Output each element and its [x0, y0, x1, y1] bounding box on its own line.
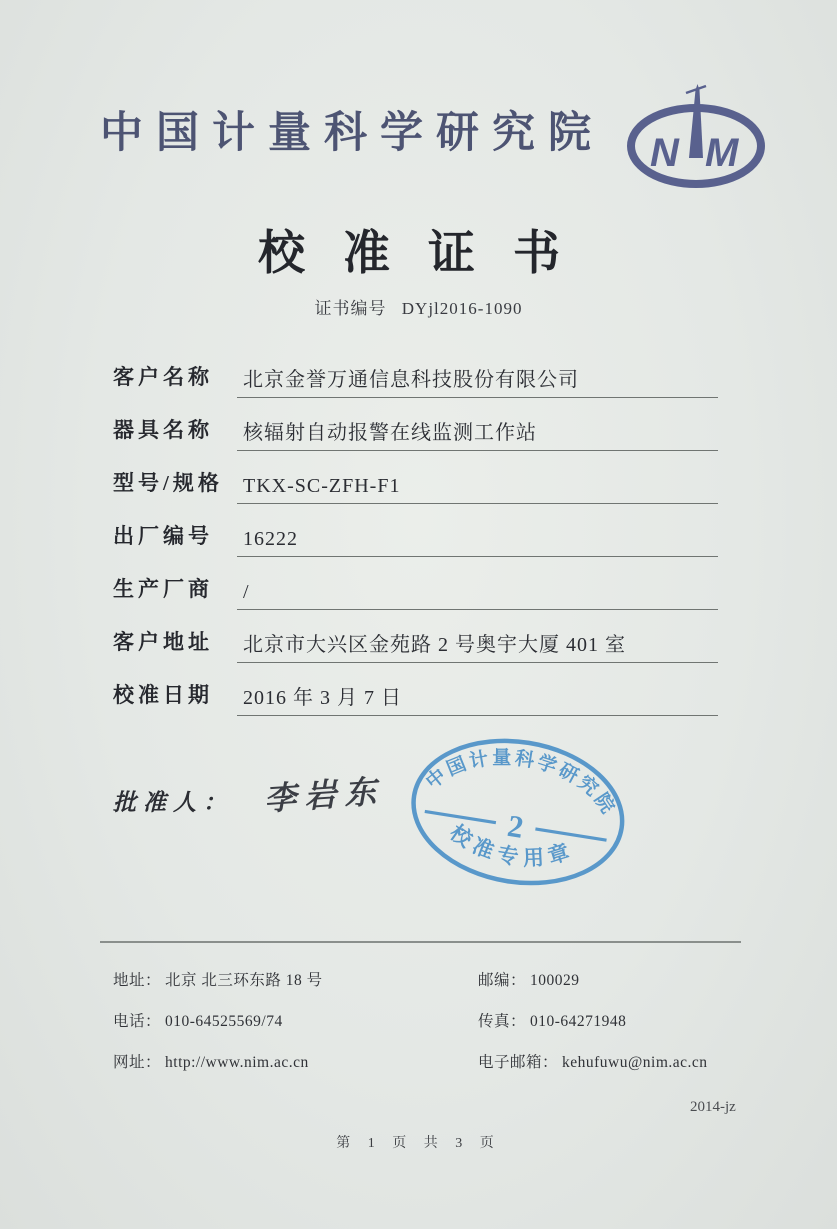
certificate-title: 校准证书: [258, 228, 598, 280]
field-label: 出厂编号: [113, 524, 213, 548]
approver-label: 批准人：: [113, 790, 233, 815]
footer-contact-info: [113, 968, 738, 1091]
footer-email-value: kehufuwu@nim.ac.cn: [562, 1054, 708, 1071]
footer-address-label: 地址：: [113, 972, 162, 989]
footer-phone-value: 010-64525569/74: [165, 1013, 283, 1030]
footer-phone-label: 电话：: [113, 1013, 162, 1030]
form-code: 2014-jz: [690, 1099, 736, 1115]
footer-website-label: 网址：: [113, 1054, 162, 1071]
field-value: 北京金誉万通信息科技股份有限公司: [237, 363, 718, 398]
field-label: 器具名称: [113, 418, 213, 442]
footer-postcode-label: 邮编：: [478, 972, 527, 989]
footer-postcode: [478, 968, 738, 1009]
stamp-top-text: 中国计量科学研究院: [422, 747, 620, 820]
field-row-customer-name: [113, 345, 718, 398]
footer-website-value: http://www.nim.ac.cn: [165, 1054, 309, 1071]
logo-letter-n: N: [650, 131, 679, 175]
field-label: 生产厂商: [113, 577, 213, 601]
footer-address: [113, 968, 478, 1009]
field-label: 型号/规格: [113, 471, 223, 495]
footer-fax-value: 010-64271948: [530, 1013, 627, 1030]
footer-fax-label: 传真：: [478, 1013, 527, 1030]
certificate-fields: [113, 345, 718, 716]
field-row-model-spec: [113, 451, 718, 504]
spire-shape: [689, 84, 703, 158]
footer-website: [113, 1050, 478, 1091]
footer-email: [478, 1050, 738, 1091]
footer-divider: [100, 941, 741, 943]
field-value: 核辐射自动报警在线监测工作站: [237, 416, 718, 451]
official-stamp: [392, 710, 643, 912]
field-label: 客户地址: [113, 630, 213, 654]
logo-letter-m: M: [705, 131, 739, 175]
organization-name: 中国计量科学研究院: [100, 110, 604, 157]
certificate-number-line: [0, 294, 837, 319]
page-indicator: 第 1 页 共 3 页: [336, 1136, 501, 1151]
field-row-customer-address: [113, 610, 718, 663]
certificate-number-label: 证书编号: [314, 299, 387, 318]
footer-fax: [478, 1009, 738, 1050]
field-value: TKX-SC-ZFH-F1: [237, 475, 718, 504]
nim-logo-icon: [625, 82, 767, 188]
footer-postcode-value: 100029: [530, 972, 580, 989]
field-row-serial-number: [113, 504, 718, 557]
field-value: 2016 年 3 月 7 日: [237, 681, 718, 716]
approver-signature: 李岩东: [263, 772, 386, 818]
field-row-manufacturer: [113, 557, 718, 610]
field-row-instrument-name: [113, 398, 718, 451]
field-value: 16222: [237, 528, 718, 557]
certificate-number-value: DYjl2016-1090: [401, 299, 523, 318]
stamp-center-number: 2: [505, 807, 526, 845]
stamp-bottom-text: 校准专用章: [445, 820, 578, 871]
footer-email-label: 电子邮箱：: [478, 1054, 559, 1071]
field-label: 校准日期: [113, 683, 213, 707]
field-label: 客户名称: [113, 365, 213, 389]
footer-phone: [113, 1009, 478, 1050]
field-value: 北京市大兴区金苑路 2 号奥宇大厦 401 室: [237, 628, 718, 663]
footer-address-value: 北京 北三环东路 18 号: [165, 972, 323, 989]
field-row-calibration-date: [113, 663, 718, 716]
field-value: /: [237, 581, 718, 610]
